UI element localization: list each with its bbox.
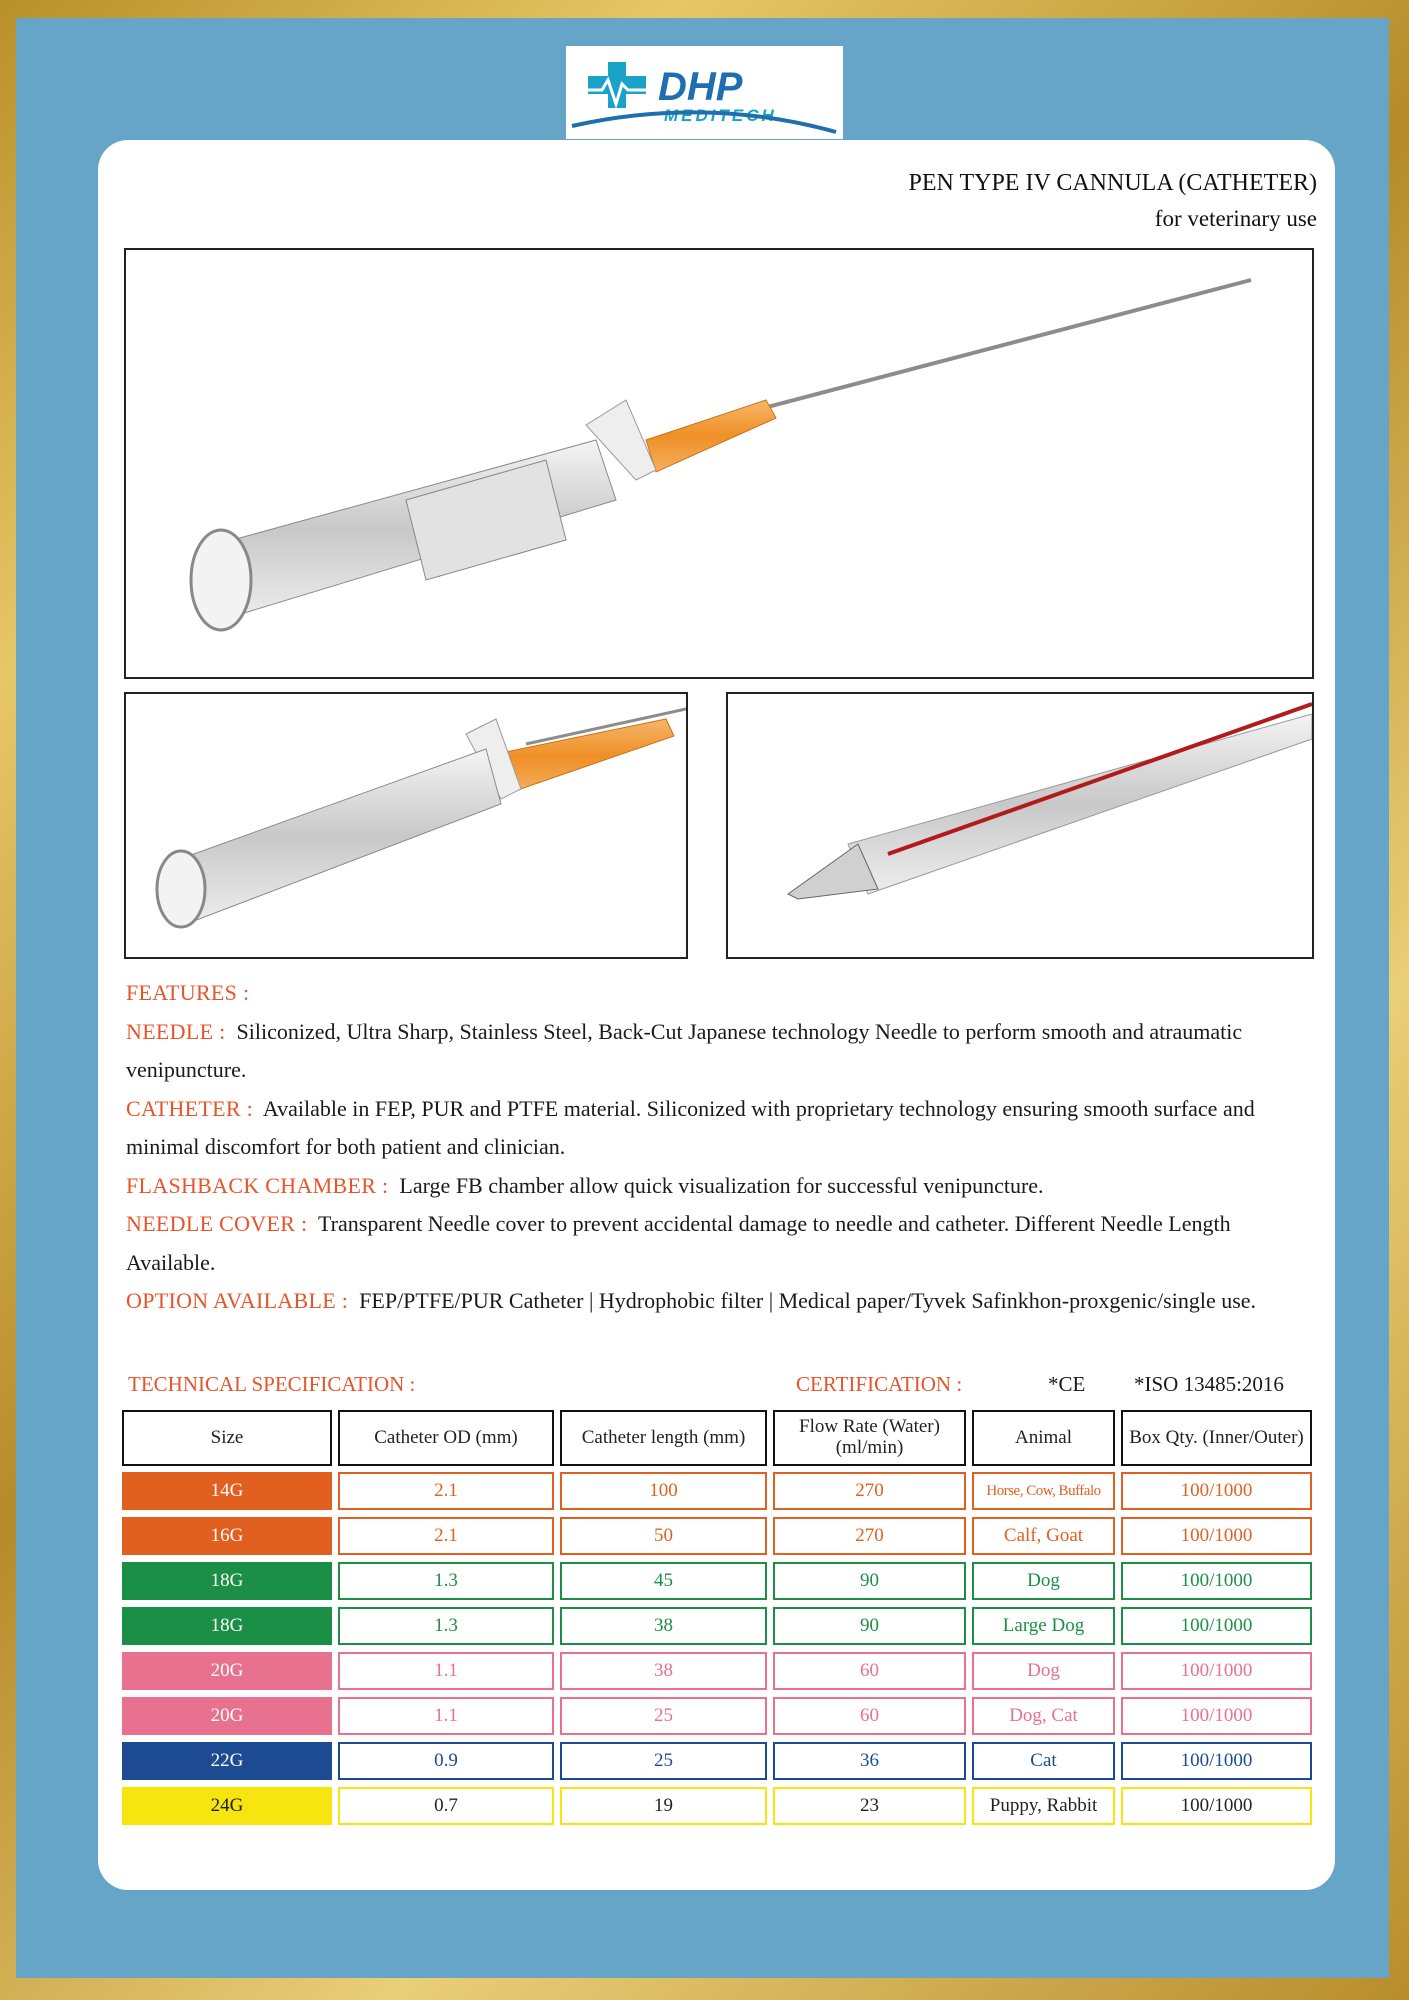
cell-box-qty: 100/1000 bbox=[1121, 1472, 1312, 1510]
header-size: Size bbox=[122, 1410, 332, 1466]
cell-catheter-od: 2.1 bbox=[338, 1517, 554, 1555]
cell-catheter-length: 25 bbox=[560, 1697, 767, 1735]
dhp-meditech-logo bbox=[566, 46, 843, 139]
cell-flow-rate: 60 bbox=[773, 1697, 966, 1735]
table-row bbox=[122, 1697, 1312, 1742]
cell-animal: Horse, Cow, Buffalo bbox=[972, 1472, 1115, 1510]
cell-size: 16G bbox=[122, 1517, 332, 1555]
header-catheter-od: Catheter OD (mm) bbox=[338, 1410, 554, 1466]
cell-size: 18G bbox=[122, 1607, 332, 1645]
cell-catheter-length: 50 bbox=[560, 1517, 767, 1555]
cell-catheter-length: 38 bbox=[560, 1607, 767, 1645]
spec-header-row bbox=[128, 1372, 1308, 1402]
cell-catheter-od: 1.1 bbox=[338, 1697, 554, 1735]
cell-animal: Cat bbox=[972, 1742, 1115, 1780]
cert-ce: *CE bbox=[1048, 1372, 1086, 1396]
table-body bbox=[122, 1472, 1312, 1832]
cell-animal: Dog, Cat bbox=[972, 1697, 1115, 1735]
table-header bbox=[122, 1410, 1312, 1466]
cell-size: 14G bbox=[122, 1472, 332, 1510]
cell-size: 20G bbox=[122, 1697, 332, 1735]
cannula-side-image bbox=[124, 692, 688, 959]
cell-flow-rate: 60 bbox=[773, 1652, 966, 1690]
cell-catheter-od: 1.1 bbox=[338, 1652, 554, 1690]
cell-box-qty: 100/1000 bbox=[1121, 1697, 1312, 1735]
cell-catheter-od: 1.3 bbox=[338, 1562, 554, 1600]
spec-title: TECHNICAL SPECIFICATION : bbox=[128, 1372, 416, 1396]
features-heading: FEATURES : bbox=[126, 980, 250, 1005]
cell-flow-rate: 270 bbox=[773, 1517, 966, 1555]
cell-size: 24G bbox=[122, 1787, 332, 1825]
table-row bbox=[122, 1562, 1312, 1607]
cell-catheter-length: 25 bbox=[560, 1742, 767, 1780]
cell-catheter-length: 38 bbox=[560, 1652, 767, 1690]
cell-flow-rate: 23 bbox=[773, 1787, 966, 1825]
cell-animal: Large Dog bbox=[972, 1607, 1115, 1645]
logo-line1: DHP bbox=[658, 65, 743, 109]
cell-size: 22G bbox=[122, 1742, 332, 1780]
cell-box-qty: 100/1000 bbox=[1121, 1517, 1312, 1555]
table-row bbox=[122, 1742, 1312, 1787]
page-subtitle: for veterinary use bbox=[1154, 206, 1317, 231]
cert-iso: *ISO 13485:2016 bbox=[1134, 1372, 1284, 1396]
feature-needle-cover: NEEDLE COVER : Transparent Needle cover to prevent accidental damage to needle and catheter. Different Needle Length Available. bbox=[126, 1211, 1231, 1275]
feature-options: OPTION AVAILABLE : FEP/PTFE/PUR Catheter | Hydrophobic filter | Medical paper/Tyvek Safinkhon-proxgenic/single use. bbox=[126, 1288, 1257, 1313]
cell-box-qty: 100/1000 bbox=[1121, 1652, 1312, 1690]
content-card bbox=[98, 140, 1335, 1890]
header-catheter-length: Catheter length (mm) bbox=[560, 1410, 767, 1466]
cell-catheter-length: 19 bbox=[560, 1787, 767, 1825]
medical-cross-icon bbox=[574, 62, 658, 108]
cell-box-qty: 100/1000 bbox=[1121, 1742, 1312, 1780]
logo-line2: MEDITECH bbox=[664, 106, 777, 125]
cell-box-qty: 100/1000 bbox=[1121, 1562, 1312, 1600]
table-row bbox=[122, 1652, 1312, 1697]
cell-flow-rate: 90 bbox=[773, 1562, 966, 1600]
certification-label: CERTIFICATION : bbox=[796, 1372, 963, 1396]
table-row bbox=[122, 1787, 1312, 1832]
table-row bbox=[122, 1517, 1312, 1562]
cell-size: 20G bbox=[122, 1652, 332, 1690]
cell-box-qty: 100/1000 bbox=[1121, 1607, 1312, 1645]
cell-flow-rate: 270 bbox=[773, 1472, 966, 1510]
cell-flow-rate: 36 bbox=[773, 1742, 966, 1780]
feature-flashback-chamber: FLASHBACK CHAMBER : Large FB chamber allow quick visualization for successful venipuncture. bbox=[126, 1172, 1044, 1198]
table-row bbox=[122, 1472, 1312, 1517]
cell-animal: Dog bbox=[972, 1652, 1115, 1690]
cell-box-qty: 100/1000 bbox=[1121, 1787, 1312, 1825]
cell-animal: Calf, Goat bbox=[972, 1517, 1115, 1555]
cell-animal: Dog bbox=[972, 1562, 1115, 1600]
features-section bbox=[126, 974, 1306, 1321]
feature-catheter: CATHETER : Available in FEP, PUR and PTFE material. Siliconized with proprietary technology ensuring smooth surface and minimal discomfort for both patient and clinician. bbox=[126, 1095, 1255, 1159]
table-row bbox=[122, 1607, 1312, 1652]
cell-size: 18G bbox=[122, 1562, 332, 1600]
feature-needle: NEEDLE : Siliconized, Ultra Sharp, Stainless Steel, Back-Cut Japanese technology Needle to perform smooth and atraumatic venipuncture. bbox=[126, 1018, 1243, 1082]
spec-table bbox=[122, 1410, 1312, 1832]
cell-catheter-od: 1.3 bbox=[338, 1607, 554, 1645]
cell-animal: Puppy, Rabbit bbox=[972, 1787, 1115, 1825]
header-flow-rate: Flow Rate (Water) (ml/min) bbox=[773, 1410, 966, 1466]
header-animal: Animal bbox=[972, 1410, 1115, 1466]
page-title: PEN TYPE IV CANNULA (CATHETER) bbox=[908, 170, 1317, 196]
cell-catheter-od: 2.1 bbox=[338, 1472, 554, 1510]
cell-flow-rate: 90 bbox=[773, 1607, 966, 1645]
cell-catheter-length: 100 bbox=[560, 1472, 767, 1510]
cell-catheter-length: 45 bbox=[560, 1562, 767, 1600]
cannula-overview-image bbox=[124, 248, 1314, 679]
cell-catheter-od: 0.9 bbox=[338, 1742, 554, 1780]
needle-tip-image bbox=[726, 692, 1314, 959]
header-box-qty: Box Qty. (Inner/Outer) bbox=[1121, 1410, 1312, 1466]
cell-catheter-od: 0.7 bbox=[338, 1787, 554, 1825]
